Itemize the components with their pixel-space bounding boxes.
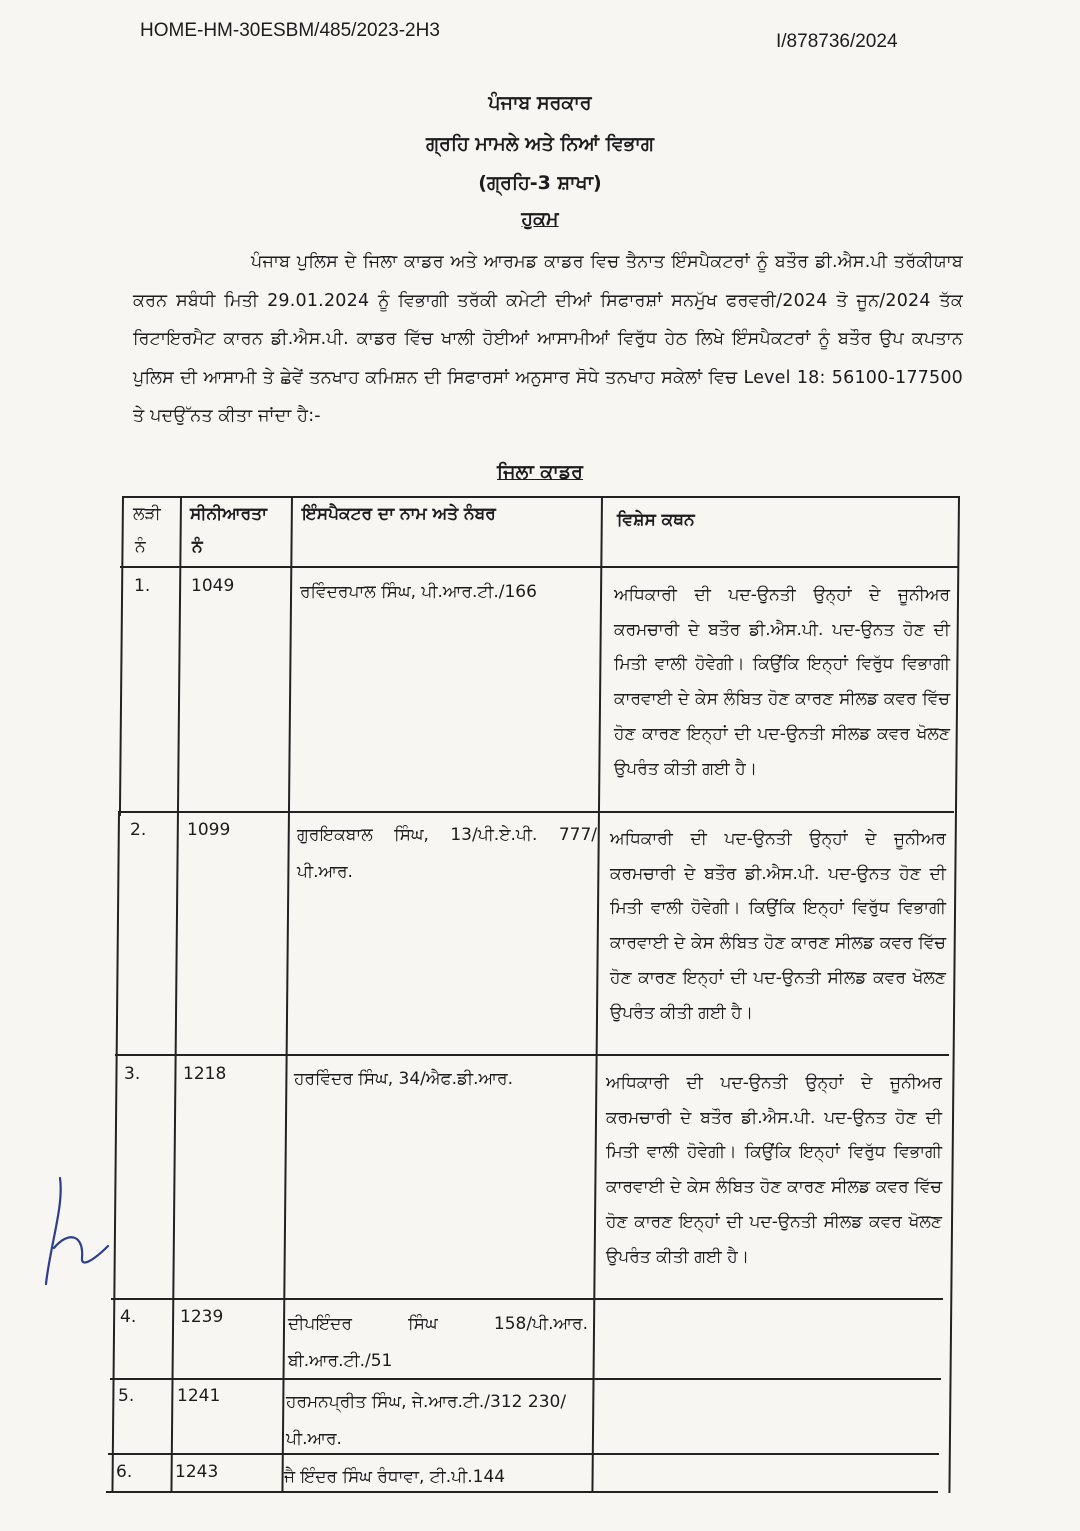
table-rule xyxy=(115,1054,949,1056)
row-3-remark: ਅਧਿਕਾਰੀ ਦੀ ਪਦ-ਉਨਤੀ ਉਨ੍ਹਾਂ ਦੇ ਜੂਨੀਅਰ ਕਰਮਚਾਰੀ ਦੇ ਬਤੌਰ ਡੀ.ਐਸ.ਪੀ. ਪਦ-ਉਨਤ ਹੋਣ ਦੀ ਮਿਤੀ ਵਾਲੀ ਹੋਵੇਗੀ। ਕਿਉਂਕਿ ਇਨ੍ਹਾਂ ਵਿਰੁੱਧ ਵਿਭਾਗੀ ਕਾਰਵਾਈ ਦੇ ਕੇਸ ਲੰਬਿਤ ਹੋਣ ਕਾਰਣ ਸੀਲਡ ਕਵਰ ਵਿੱਚ ਹੋਣ ਕਾਰਣ ਇਨ੍ਹਾਂ ਦੀ ਪਦ-ਉਨਤੀ ਸੀਲਡ ਕਵਰ ਖੋਲਣ ਉਪਰੰਤ ਕੀਤੀ ਗਈ ਹੈ। xyxy=(606,1073,942,1267)
table-rule xyxy=(120,566,958,568)
row-6-name: ਜੈ ਇੰਦਰ ਸਿੰਘ ਰੰਧਾਵਾ, ਟੀ.ਪੀ.144 xyxy=(284,1467,506,1487)
row-2-serial: 2. xyxy=(130,820,147,840)
order-heading: ਹੁਕਮ xyxy=(521,208,559,230)
row-2-remark: ਅਧਿਕਾਰੀ ਦੀ ਪਦ-ਉਨਤੀ ਉਨ੍ਹਾਂ ਦੇ ਜੂਨੀਅਰ ਕਰਮਚਾਰੀ ਦੇ ਬਤੌਰ ਡੀ.ਐਸ.ਪੀ. ਪਦ-ਉਨਤ ਹੋਣ ਦੀ ਮਿਤੀ ਵਾਲੀ ਹੋਵੇਗੀ। ਕਿਉਂਕਿ ਇਨ੍ਹਾਂ ਵਿਰੁੱਧ ਵਿਭਾਗੀ ਕਾਰਵਾਈ ਦੇ ਕੇਸ ਲੰਬਿਤ ਹੋਣ ਕਾਰਣ ਸੀਲਡ ਕਵਰ ਵਿੱਚ ਹੋਣ ਕਾਰਣ ਇਨ੍ਹਾਂ ਦੀ ਪਦ-ਉਨਤੀ ਸੀਲਡ ਕਵਰ ਖੋਲਣ ਉਪਰੰਤ ਕੀਤੀ ਗਈ ਹੈ। xyxy=(610,829,946,1023)
table-rule xyxy=(170,496,181,1493)
header-remarks: ਵਿਸ਼ੇਸ ਕਥਨ xyxy=(617,510,695,530)
row-3-serial: 3. xyxy=(124,1064,141,1084)
order-paragraph: ਪੰਜਾਬ ਪੁਲਿਸ ਦੇ ਜਿਲਾ ਕਾਡਰ ਅਤੇ ਆਰਮਡ ਕਾਡਰ ਵਿਚ ਤੈਨਾਤ ਇੰਸਪੈਕਟਰਾਂ ਨੂੰ ਬਤੌਰ ਡੀ.ਐਸ.ਪੀ ਤਰੱਕੀਯਾਬ ਕਰਨ ਸਬੰਧੀ ਮਿਤੀ 29.01.2024 ਨੂੰ ਵਿਭਾਗੀ ਤਰੱਕੀ ਕਮੇਟੀ ਦੀਆਂ ਸਿਫਾਰਸ਼ਾਂ ਸਨਮੁੱਖ ਫਰਵਰੀ/2024 ਤੋ ਜੂਨ/2024 ਤੱਕ ਰਿਟਾਇਰਮੈਟ ਕਾਰਨ ਡੀ.ਐਸ.ਪੀ. ਕਾਡਰ ਵਿੱਚ ਖਾਲੀ ਹੋਈਆਂ ਆਸਾਮੀਆਂ ਵਿਰੁੱਧ ਹੇਠ ਲਿਖੇ ਇੰਸਪੈਕਟਰਾਂ ਨੂੰ ਬਤੌਰ ਉਪ ਕਪਤਾਨ ਪੁਲਿਸ ਦੀ ਆਸਾਮੀ ਤੇ ਛੇਵੇਂ ਤਨਖਾਹ ਕਮਿਸ਼ਨ ਦੀ ਸਿਫਾਰਸਾਂ ਅਨੁਸਾਰ ਸੋਧੇ ਤਨਖਾਹ ਸਕੇਲਾਂ ਵਿਚ Level 18: 56100-177500 ਤੇ ਪਦਉੱਨਤ ਕੀਤਾ ਜਾਂਦਾ ਹੈ:- xyxy=(133,252,963,426)
row-5-seniority: 1241 xyxy=(177,1386,221,1406)
row-1-seniority: 1049 xyxy=(191,576,235,596)
header-inspector-name: ਇੰਸਪੈਕਟਰ ਦਾ ਨਾਮ ਅਤੇ ਨੰਬਰ xyxy=(302,504,496,524)
row-1-remark: ਅਧਿਕਾਰੀ ਦੀ ਪਦ-ਉਨਤੀ ਉਨ੍ਹਾਂ ਦੇ ਜੂਨੀਅਰ ਕਰਮਚਾਰੀ ਦੇ ਬਤੌਰ ਡੀ.ਐਸ.ਪੀ. ਪਦ-ਉਨਤ ਹੋਣ ਦੀ ਮਿਤੀ ਵਾਲੀ ਹੋਵੇਗੀ। ਕਿਉਂਕਿ ਇਨ੍ਹਾਂ ਵਿਰੁੱਧ ਵਿਭਾਗੀ ਕਾਰਵਾਈ ਦੇ ਕੇਸ ਲੰਬਿਤ ਹੋਣ ਕਾਰਣ ਸੀਲਡ ਕਵਰ ਵਿੱਚ ਹੋਣ ਕਾਰਣ ਇਨ੍ਹਾਂ ਦੀ ਪਦ-ਉਨਤੀ ਸੀਲਡ ਕਵਰ ਖੋਲਣ ਉਪਰੰਤ ਕੀਤੀ ਗਈ ਹੈ। xyxy=(614,585,950,779)
row-5-name: ਹਰਮਨਪ੍ਰੀਤ ਸਿੰਘ, ਜੇ.ਆਰ.ਟੀ./312 230/ਪੀ.ਆਰ. xyxy=(286,1392,567,1449)
branch-title: (ਗ੍ਰਹਿ-3 ਸ਼ਾਖਾ) xyxy=(478,172,602,194)
row-1-name: ਰਵਿੰਦਰਪਾਲ ਸਿੰਘ, ਪੀ.ਆਰ.ਟੀ./166 xyxy=(300,582,537,602)
header-seniority: ਸੀਨੀਆਰਤਾ xyxy=(190,504,267,524)
row-2-seniority: 1099 xyxy=(187,820,231,840)
department-title: ਗ੍ਰਹਿ ਮਾਮਲੇ ਅਤੇ ਨਿਆਂ ਵਿਭਾਗ xyxy=(425,133,655,155)
table-rule xyxy=(591,496,602,1493)
header-seniority-no: ਨੰ xyxy=(192,537,203,557)
row-1-serial: 1. xyxy=(134,576,151,596)
government-title: ਪੰਜਾਬ ਸਰਕਾਰ xyxy=(488,92,592,114)
row-5-serial: 5. xyxy=(118,1386,135,1406)
file-reference: HOME-HM-30ESBM/485/2023-2H3 xyxy=(140,20,440,41)
table-rule xyxy=(948,496,959,1493)
table-rule xyxy=(122,496,958,498)
row-4-seniority: 1239 xyxy=(180,1307,224,1327)
signature-mark xyxy=(38,1176,118,1286)
table-rule xyxy=(118,811,954,813)
table-caption: ਜਿਲਾ ਕਾਡਰ xyxy=(497,461,583,483)
row-3-name: ਹਰਵਿੰਦਰ ਸਿੰਘ, 34/ਐਫ.ਡੀ.ਆਰ. xyxy=(294,1069,513,1089)
receipt-reference: I/878736/2024 xyxy=(776,31,898,52)
row-3-seniority: 1218 xyxy=(183,1064,227,1084)
table-rule xyxy=(119,496,124,816)
row-6-seniority: 1243 xyxy=(175,1462,219,1482)
row-4-name: ਦੀਪਇੰਦਰ ਸਿੰਘ 158/ਪੀ.ਆਰ. ਬੀ.ਆਰ.ਟੀ./51 xyxy=(288,1314,588,1371)
header-serial: ਲੜੀ xyxy=(133,504,161,524)
header-serial-no: ਨੰ xyxy=(135,537,146,557)
row-6-serial: 6. xyxy=(116,1462,133,1482)
row-2-name: ਗੁਰਇਕਬਾਲ ਸਿੰਘ, 13/ਪੀ.ਏ.ਪੀ. 777/ਪੀ.ਆਰ. xyxy=(297,825,597,882)
table-rule xyxy=(111,1298,943,1300)
row-4-serial: 4. xyxy=(120,1307,137,1327)
